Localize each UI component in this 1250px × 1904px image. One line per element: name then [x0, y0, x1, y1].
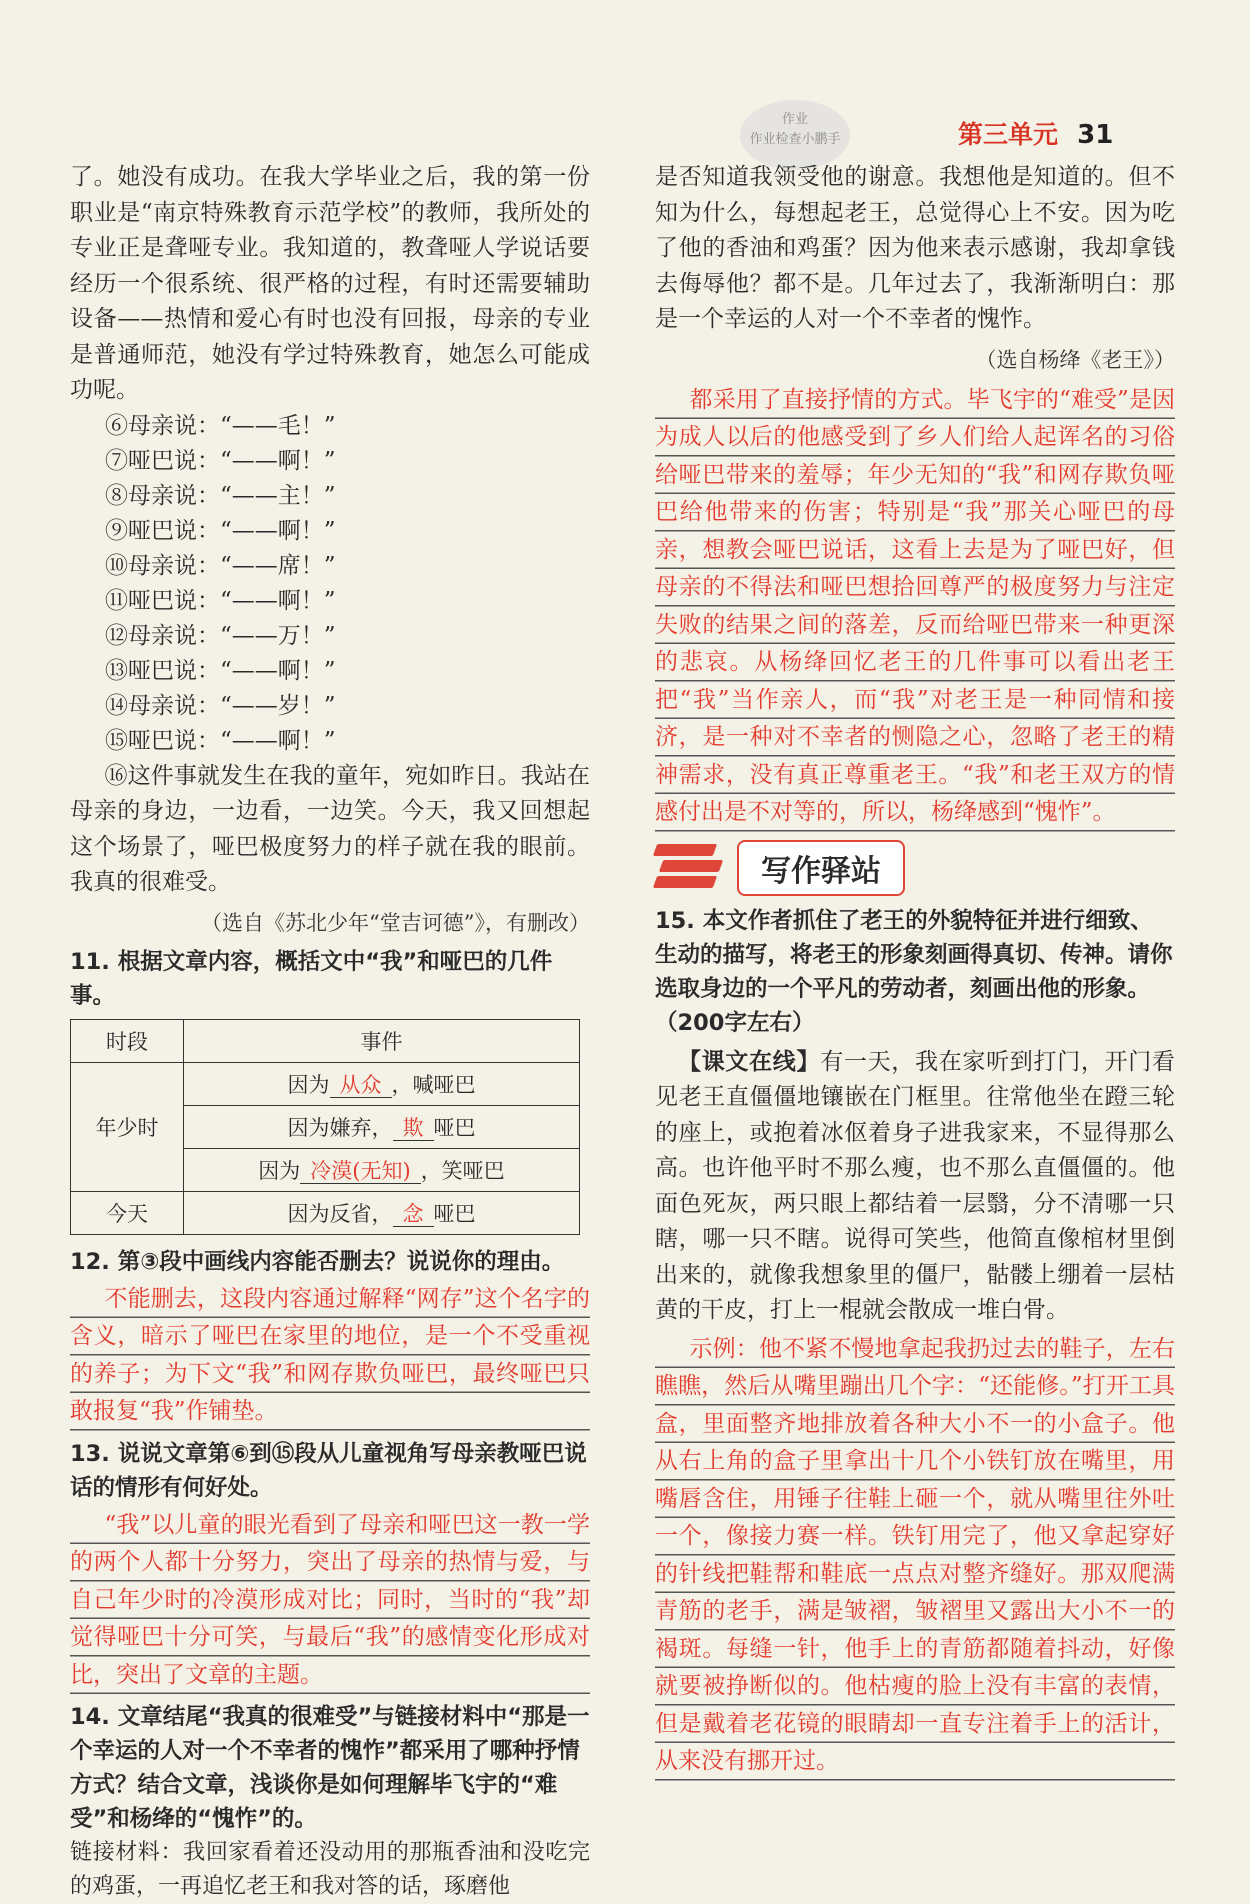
answer-12: 不能删去，这段内容通过解释“网存”这个名字的含义，暗示了哑巴在家里的地位，是一个不受重视的养子；为下文“我”和网存欺负哑巴，最终哑巴只敢报复“我”作铺垫。 [70, 1281, 590, 1431]
question-15: 15. 本文作者抓住了老王的外貌特征并进行细致、生动的描写，将老王的形象刻画得真切、传神。请你选取身边的一个平凡的劳动者，刻画出他的形象。（200字左右） [655, 907, 1173, 1036]
events-table [70, 1019, 580, 1235]
online-text-block [655, 1044, 1175, 1329]
right-column [655, 160, 1175, 1787]
books-icon [655, 840, 727, 896]
answer-13: “我”以儿童的眼光看到了母亲和哑巴这一教一学的两个人都十分努力，突出了母亲的热情与爱，与自己年少时的冷漠形成对比；同时，当时的“我”却觉得哑巴十分可笑，与最后“我”的感情变化形成对比，突出了文章的主题。 [70, 1507, 590, 1695]
cell-text: 因为 [287, 1072, 330, 1097]
table-cell [184, 1148, 580, 1191]
table-row [71, 1062, 580, 1105]
question-12: 12. 第③段中画线内容能否删去？说说你的理由。 [70, 1248, 565, 1275]
dialog-line: ⑧母亲说：“——主！” [105, 482, 336, 509]
stamp-subtext: 作业检查小鹏手 [749, 132, 841, 147]
dialog-line: ⑥母亲说：“——毛！” [105, 412, 336, 439]
dialog-line: ⑪哑巴说：“——啊！” [105, 587, 336, 614]
left-column [70, 160, 590, 1904]
dialog-line: ⑫母亲说：“——万！” [105, 622, 336, 649]
table-row [71, 1191, 580, 1234]
cell-text: 哑巴 [433, 1115, 476, 1140]
link-material: 链接材料：我回家看着还没动用的那瓶香油和没吃完的鸡蛋，一再追忆老王和我对答的话，琢磨他 [70, 1840, 590, 1899]
cell-childhood: 年少时 [71, 1062, 184, 1191]
online-text: 有一天，我在家听到打门，开门看见老王直僵僵地镶嵌在门框里。往常他坐在蹬三轮的座上，或抱着冰伛着身子进我家来，不显得那么高。也许他平时不那么瘦，也不那么直僵僵的。他面色死灰，两只眼上都结着一层翳，分不清哪一只瞎，哪一只不瞎。说得可笑些，他简直像棺材里倒出来的，就像我想象里的僵尸，骷髅上绷着一层枯黄的干皮，打上一棍就会散成一堆白骨。 [655, 1048, 1176, 1323]
header-period: 时段 [71, 1019, 184, 1062]
cell-text: 因为反省， [287, 1201, 393, 1226]
answer-fill: 欺 [393, 1116, 434, 1141]
paragraph-16: ⑯这件事就发生在我的童年，宛如昨日。我站在母亲的身边，一边看，一边笑。今天，我又回想起这个场景了，哑巴极度努力的样子就在我的眼前。我真的很难受。 [70, 762, 590, 895]
intro-paragraph: 了。她没有成功。在我大学毕业之后，我的第一份职业是“南京特殊教育示范学校”的教师，我所处的专业正是聋哑专业。我知道的，教聋哑人学说话要经历一个很系统、很严格的过程，有时还需要辅助设备——热情和爱心有时也没有回报，母亲的专业是普通师范，她没有学过特殊教育，她怎么可能成功呢。 [70, 164, 590, 403]
cell-text: 因为 [258, 1158, 301, 1183]
answer-fill: 冷漠(无知) [300, 1159, 420, 1184]
answer-fill: 念 [393, 1202, 434, 1227]
dialog-line: ⑦哑巴说：“——啊！” [105, 447, 336, 474]
dialog-line: ⑩母亲说：“——席！” [105, 552, 336, 579]
answer-fill: 从众 [330, 1073, 392, 1098]
dialog-line: ⑨哑巴说：“——啊！” [105, 517, 336, 544]
answer-15: 示例：他不紧不慢地拿起我扔过去的鞋子，左右瞧瞧，然后从嘴里蹦出几个字：“还能修。”打开工具盒，里面整齐地排放着各种大小不一的小盒子。他从右上角的盒子里拿出十几个小铁钉放在嘴里，用嘴唇含住，用锤子往鞋上砸一个，就从嘴里往外吐一个，像接力赛一样。铁钉用完了，他又拿起穿好的针线把鞋帮和鞋底一点点对整齐缝好。那双爬满青筋的老手，满是皱褶，皱褶里又露出大小不一的褐斑。每缝一针，他手上的青筋都随着抖动，好像就要被挣断似的。他枯瘦的脸上没有丰富的表情，但是戴着老花镜的眼睛却一直专注着手上的活计，从来没有挪开过。 [655, 1331, 1175, 1781]
unit-label: 第三单元 [958, 120, 1059, 149]
dialog-line: ⑬哑巴说：“——啊！” [105, 657, 336, 684]
question-14: 14. 文章结尾“我真的很难受”与链接材料中“那是一个幸运的人对一个不幸者的愧怍”都采用了哪种抒情方式？结合文章，浅谈你是如何理解毕飞宇的“难受”和杨绛的“愧怍”的。 [70, 1704, 590, 1832]
table-cell [184, 1105, 580, 1148]
source-citation: （选自《苏北少年“堂吉诃德”》，有删改） [201, 910, 590, 935]
cell-text: ，喊哑巴 [391, 1072, 476, 1097]
cell-today: 今天 [71, 1191, 184, 1234]
question-13: 13. 说说文章第⑥到⑮段从儿童视角写母亲教哑巴说话的情形有何好处。 [70, 1440, 587, 1501]
writing-section-banner [655, 840, 1175, 896]
question-11: 11. 根据文章内容，概括文中“我”和哑巴的几件事。 [70, 948, 553, 1009]
table-cell [184, 1191, 580, 1234]
answer-14: 都采用了直接抒情的方式。毕飞宇的“难受”是因为成人以后的他感受到了乡人们给人起诨名的习俗给哑巴带来的羞辱；年少无知的“我”和网存欺负哑巴给他带来的伤害；特别是“我”那关心哑巴的母亲，想教会哑巴说话，这看上去是为了哑巴好，但母亲的不得法和哑巴想拾回尊严的极度努力与注定失败的结果之间的落差，反而给哑巴带来一种更深的悲哀。从杨绛回忆老王的几件事可以看出老王把“我”当作亲人，而“我”对老王是一种同情和接济，是一种对不幸者的恻隐之心，忽略了老王的精神需求，没有真正尊重老王。“我”和老王双方的情感付出是不对等的，所以，杨绛感到“愧怍”。 [655, 382, 1175, 832]
source-citation: （选自杨绛《老王》） [975, 347, 1175, 372]
page-number: 31 [1077, 120, 1114, 150]
section-title: 写作驿站 [737, 840, 905, 896]
cell-text: 哑巴 [433, 1201, 476, 1226]
dialog-list [70, 409, 590, 759]
cell-text: ，笑哑巴 [420, 1158, 505, 1183]
dialog-line: ⑭母亲说：“——岁！” [105, 692, 336, 719]
cell-text: 因为嫌弃， [287, 1115, 393, 1140]
stamp-text: 作业 [781, 112, 808, 127]
online-label: 【课文在线】 [678, 1047, 821, 1075]
header-event: 事件 [184, 1019, 580, 1062]
link-material-continued: 是否知道我领受他的谢意。我想他是知道的。但不知为什么，每想起老王，总觉得心上不安。因为吃了他的香油和鸡蛋？因为他来表示感谢，我却拿钱去侮辱他？都不是。几年过去了，我渐渐明白：那是一个幸运的人对一个不幸者的愧怍。 [655, 164, 1175, 332]
dialog-line: ⑮哑巴说：“——啊！” [105, 727, 336, 754]
table-header-row [71, 1019, 580, 1062]
table-cell [184, 1062, 580, 1105]
page-header [958, 115, 1113, 151]
